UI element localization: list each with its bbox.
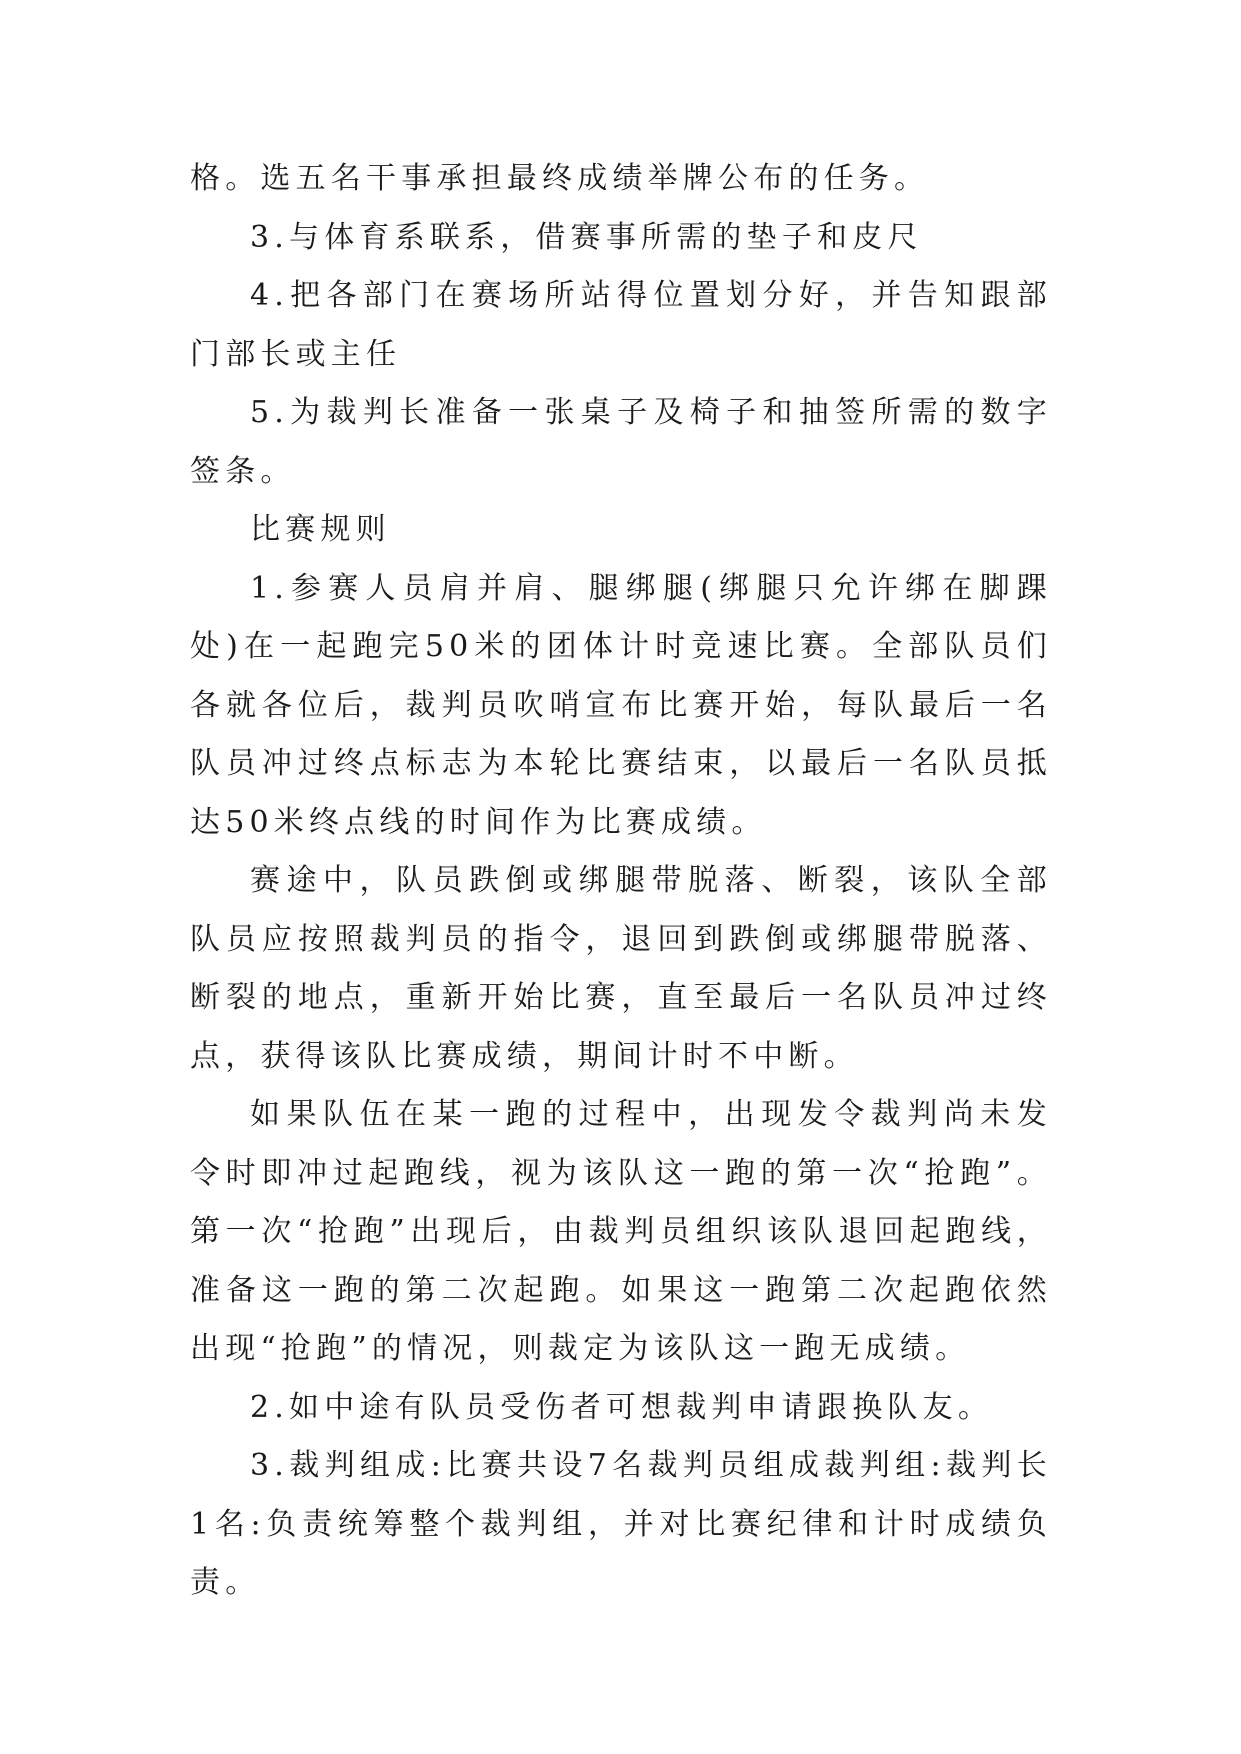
paragraph-item-4: 4.把各部门在赛场所站得位置划分好，并告知跟部门部长或主任 bbox=[190, 278, 1052, 372]
section-heading-rules: 比赛规则 bbox=[250, 512, 391, 547]
paragraph-rule-1: 1.参赛人员肩并肩、腿绑腿(绑腿只允许绑在脚踝处)在一起跑完50米的团体计时竞速比赛。全部队员们各就各位后，裁判员吹哨宣布比赛开始，每队最后一名队员冲过终点标志为本轮比赛结束，以最后一名队员抵达50米终点线的时间作为比赛成绩。 bbox=[190, 570, 1052, 840]
paragraph-rule-2: 2.如中途有队员受伤者可想裁判申请跟换队友。 bbox=[250, 1389, 994, 1425]
paragraph-false-start-rule: 如果队伍在某一跑的过程中，出现发令裁判尚未发令时即冲过起跑线，视为该队这一跑的第一次“抢跑”。第一次“抢跑”出现后，由裁判员组织该队退回起跑线，准备这一跑的第二次起跑。如果这一跑第二次起跑依然出现“抢跑”的情况，则裁定为该队这一跑无成绩。 bbox=[190, 1097, 1052, 1366]
paragraph-item-3: 3.与体育系联系，借赛事所需的垫子和皮尺 bbox=[250, 219, 923, 255]
paragraph-continuation: 格。选五名干事承担最终成绩举牌公布的任务。 bbox=[190, 161, 930, 196]
paragraph-rule-3: 3.裁判组成:比赛共设7名裁判员组成裁判组:裁判长1名:负责统筹整个裁判组，并对比赛纪律和计时成绩负责。 bbox=[190, 1448, 1052, 1600]
document-page bbox=[190, 150, 1052, 1613]
paragraph-item-5: 5.为裁判长准备一张桌子及椅子和抽签所需的数字签条。 bbox=[190, 395, 1052, 489]
paragraph-fall-rule: 赛途中，队员跌倒或绑腿带脱落、断裂，该队全部队员应按照裁判员的指令，退回到跌倒或绑腿带脱落、断裂的地点，重新开始比赛，直至最后一名队员冲过终点，获得该队比赛成绩，期间计时不中断。 bbox=[190, 863, 1052, 1074]
